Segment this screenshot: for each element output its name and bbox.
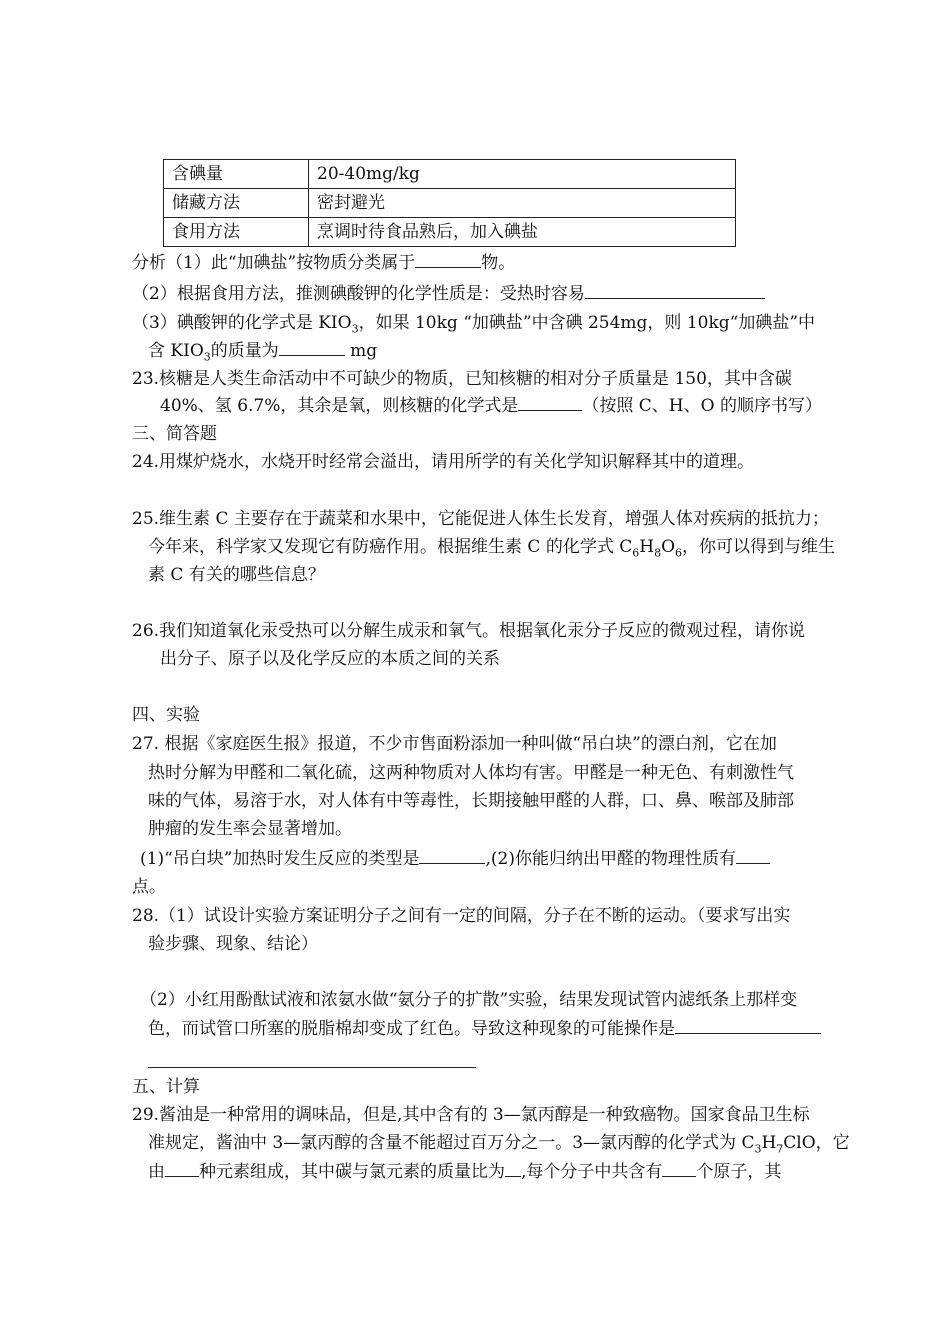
- q29-text: 个原子，其: [696, 1162, 782, 1182]
- table-cell-key: 食用方法: [164, 218, 309, 247]
- section-heading: 三、简答题: [132, 424, 217, 444]
- element-symbol: H: [639, 537, 655, 557]
- q29-text: 种元素组成，其中碳与氯元素的质量比为: [199, 1162, 505, 1182]
- answer-blank-continued[interactable]: [148, 1067, 476, 1068]
- q29-line2: [148, 1129, 898, 1158]
- element-symbol: O: [661, 537, 675, 557]
- subscript: 8: [654, 546, 662, 560]
- q22-part3-cont: [148, 337, 898, 366]
- q23-line1: 23.核糖是人类生命活动中不可缺少的物质，已知核糖的相对分子质量是 150，其中含碳: [132, 369, 792, 389]
- q25-line3: 素 C 有关的哪些信息？: [148, 565, 325, 585]
- table-row: [164, 160, 736, 189]
- q27-line5: [140, 845, 898, 874]
- element-symbol: H: [761, 1133, 777, 1153]
- q27-line1: 27. 根据《家庭医生报》报道，不少市售面粉添加一种叫做“吊白块”的漂白剂，它在加: [132, 734, 777, 754]
- answer-blank[interactable]: [585, 280, 765, 299]
- answer-blank[interactable]: [165, 1158, 199, 1177]
- q29-text: ClO，它: [783, 1133, 850, 1153]
- q29-line1: 29.酱油是一种常用的调味品，但是,其中含有的 3—氯丙醇是一种致癌物。国家食品卫生标: [132, 1105, 810, 1125]
- subscript: 6: [632, 546, 640, 560]
- q27-text: (1)“吊白块”加热时发生反应的类型是: [140, 849, 420, 869]
- q23-line2: [160, 392, 898, 421]
- q22-part3-text: ，如果 10kg “加碘盐”中含碘 254mg，则 10kg“加碘盐”中: [358, 313, 816, 333]
- unit-text: mg: [344, 341, 378, 361]
- q22-part2: [132, 280, 898, 309]
- answer-blank[interactable]: [518, 392, 582, 411]
- table-cell-value: 密封避光: [309, 189, 736, 218]
- table-cell-value: 烹调时待食品熟后，加入碘盐: [309, 218, 736, 247]
- answer-blank[interactable]: [662, 1158, 696, 1177]
- q25-line1: 25.维生素 C 主要存在于蔬菜和水果中，它能促进人体生长发育，增强人体对疾病的抵抗力；: [132, 509, 829, 529]
- table-cell-key: 储藏方法: [164, 189, 309, 218]
- q27-line6: 点。: [132, 877, 166, 897]
- q28-line1: 28.（1）试设计实验方案证明分子之间有一定的间隔，分子在不断的运动。（要求写出实: [132, 906, 791, 926]
- q22-part3-text: （3）碘酸钾的化学式是 KIO: [132, 313, 352, 333]
- subscript: 7: [776, 1142, 784, 1156]
- q22-part3-text: 含 KIO: [148, 341, 204, 361]
- answer-blank[interactable]: [415, 249, 481, 268]
- q22-part1-text: 分析（1）此“加碘盐”按物质分类属于: [132, 253, 416, 273]
- q29-line3: [148, 1158, 898, 1187]
- q29-text: ,每个分子中共含有: [521, 1162, 663, 1182]
- q22-part2-text: （2）根据食用方法，推测碘酸钾的化学性质是：受热时容易: [132, 284, 585, 304]
- q25-text: 今年来，科学家又发现它有防癌作用。根据维生素 C 的化学式 C: [148, 537, 633, 557]
- q27-line4: 肿瘤的发生率会显著增加。: [148, 819, 352, 839]
- table-cell-key: 含碘量: [164, 160, 309, 189]
- subscript: 3: [351, 322, 359, 336]
- q26-line2: 出分子、原子以及化学反应的本质之间的关系: [160, 649, 500, 669]
- table-row: [164, 189, 736, 218]
- q25-line2: [148, 533, 898, 562]
- q22-part1-end: 物。: [481, 253, 516, 273]
- subscript: 3: [203, 350, 211, 364]
- q22-part3-text: 的质量为: [210, 341, 279, 361]
- q28-line2: 验步骤、现象、结论）: [148, 934, 318, 954]
- q25-text: ，你可以得到与维生: [682, 537, 835, 557]
- subscript: 6: [675, 546, 682, 560]
- answer-blank[interactable]: [505, 1158, 521, 1177]
- q26-line1: 26.我们知道氧化汞受热可以分解生成汞和氧气。根据氧化汞分子反应的微观过程，请你说: [132, 621, 806, 641]
- q28-text: 色，而试管口所塞的脱脂棉却变成了红色。导致这种现象的可能操作是: [148, 1019, 675, 1039]
- q27-text: ,(2)你能归纳出甲醛的物理性质有: [485, 849, 736, 869]
- table-row: [164, 218, 736, 247]
- table-cell-value: 20-40mg/kg: [309, 160, 736, 189]
- q29-text: 由: [148, 1162, 165, 1182]
- q27-line3: 味的气体，易溶于水，对人体有中等毒性，长期接触甲醛的人群，口、鼻、喉部及肺部: [148, 791, 794, 811]
- answer-blank[interactable]: [419, 845, 485, 864]
- answer-blank[interactable]: [736, 845, 770, 864]
- q27-line2: 热时分解为甲醛和二氧化硫，这两种物质对人体均有害。甲醛是一种无色、有刺激性气: [148, 763, 794, 783]
- q28-line4: [148, 1015, 898, 1044]
- q29-text: 准规定，酱油中 3—氯丙醇的含量不能超过百万分之一。3—氯丙醇的化学式为 C: [148, 1133, 755, 1153]
- q28-line3: （2）小红用酚酞试液和浓氨水做“氨分子的扩散”实验，结果发现试管内滤纸条上那样变: [140, 990, 798, 1010]
- q23-text: （按照 C、H、O 的顺序书写）: [582, 396, 822, 416]
- subscript: 3: [754, 1142, 762, 1156]
- answer-blank[interactable]: [279, 337, 345, 356]
- section-heading: 四、实验: [132, 705, 200, 725]
- q22-part1: [132, 249, 898, 278]
- q24: 24.用煤炉烧水，水烧开时经常会溢出，请用所学的有关化学知识解释其中的道理。: [132, 452, 755, 472]
- section-heading: 五、计算: [132, 1077, 200, 1097]
- salt-label-table: [163, 159, 736, 247]
- q22-part3: [132, 309, 898, 338]
- answer-blank[interactable]: [675, 1015, 821, 1034]
- q23-text: 40%、氢 6.7%，其余是氧，则核糖的化学式是: [160, 396, 519, 416]
